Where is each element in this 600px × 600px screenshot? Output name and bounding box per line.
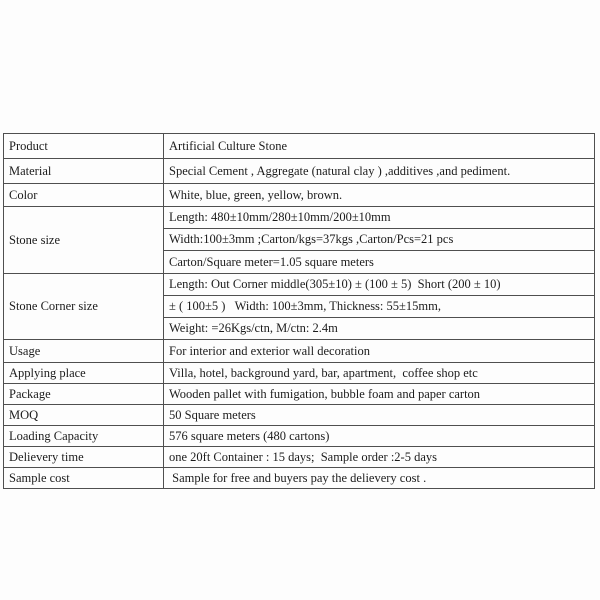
table-row <box>4 405 595 426</box>
cell-applying-place-label: Applying place <box>4 363 164 384</box>
cell-color-value: White, blue, green, yellow, brown. <box>164 184 595 207</box>
table-row <box>4 384 595 405</box>
cell-stone-corner-size-label: Stone Corner size <box>4 274 164 340</box>
table-row <box>4 363 595 384</box>
cell-loading-capacity-value: 576 square meters (480 cartons) <box>164 426 595 447</box>
cell-delievery-time-label: Delievery time <box>4 447 164 468</box>
cell-applying-place-value: Villa, hotel, background yard, bar, apartment, coffee shop etc <box>164 363 595 384</box>
table-row <box>4 340 595 363</box>
cell-sample-cost-value: Sample for free and buyers pay the delievery cost . <box>164 468 595 489</box>
cell-moq-label: MOQ <box>4 405 164 426</box>
cell-usage-value: For interior and exterior wall decoration <box>164 340 595 363</box>
cell-stone-size-value-3: Carton/Square meter=1.05 square meters <box>164 251 595 274</box>
cell-product-value: Artificial Culture Stone <box>164 134 595 159</box>
cell-stone-corner-size-value-1: Length: Out Corner middle(305±10) ± (100 ± 5) Short (200 ± 10) <box>164 274 595 296</box>
cell-package-value: Wooden pallet with fumigation, bubble foam and paper carton <box>164 384 595 405</box>
cell-product-label: Product <box>4 134 164 159</box>
cell-material-label: Material <box>4 159 164 184</box>
cell-stone-size-value-1: Length: 480±10mm/280±10mm/200±10mm <box>164 207 595 229</box>
cell-package-label: Package <box>4 384 164 405</box>
table-row <box>4 184 595 207</box>
cell-material-value: Special Cement , Aggregate (natural clay ) ,additives ,and pediment. <box>164 159 595 184</box>
cell-delievery-time-value: one 20ft Container : 15 days; Sample order :2-5 days <box>164 447 595 468</box>
table-row <box>4 134 595 159</box>
table-row <box>4 159 595 184</box>
table-row <box>4 468 595 489</box>
table-row <box>4 447 595 468</box>
cell-stone-size-value-2: Width:100±3mm ;Carton/kgs=37kgs ,Carton/Pcs=21 pcs <box>164 229 595 251</box>
cell-stone-size-label: Stone size <box>4 207 164 274</box>
table-row <box>4 426 595 447</box>
cell-color-label: Color <box>4 184 164 207</box>
table-row <box>4 207 595 229</box>
cell-stone-corner-size-value-3: Weight: =26Kgs/ctn, M/ctn: 2.4m <box>164 318 595 340</box>
cell-sample-cost-label: Sample cost <box>4 468 164 489</box>
cell-moq-value: 50 Square meters <box>164 405 595 426</box>
spec-table <box>3 133 595 489</box>
cell-loading-capacity-label: Loading Capacity <box>4 426 164 447</box>
table-row <box>4 274 595 296</box>
cell-usage-label: Usage <box>4 340 164 363</box>
cell-stone-corner-size-value-2: ± ( 100±5 ) Width: 100±3mm, Thickness: 55±15mm, <box>164 296 595 318</box>
